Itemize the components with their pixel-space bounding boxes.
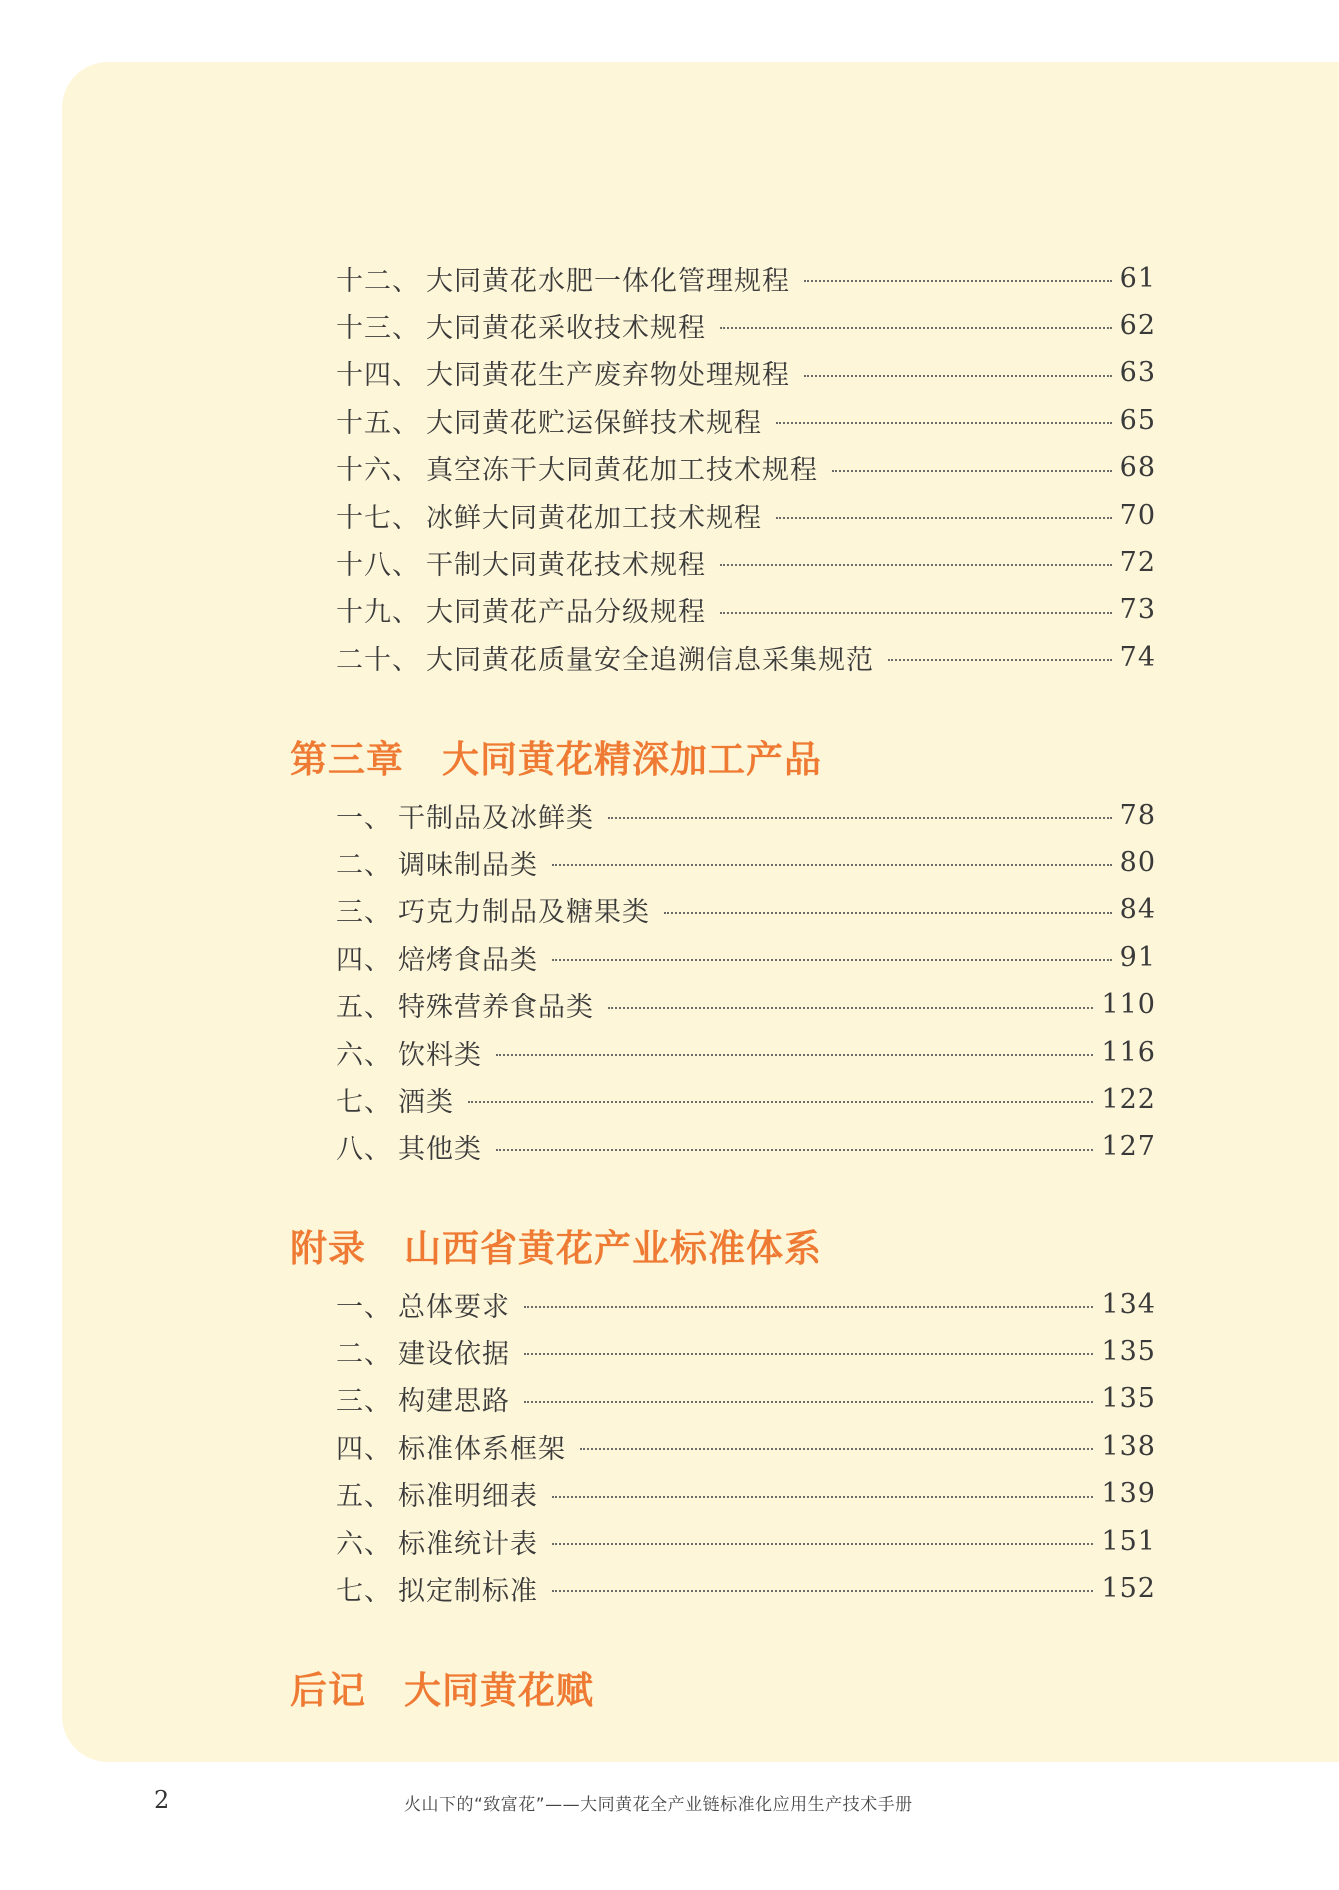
entry-page-number: 80 bbox=[1119, 846, 1156, 878]
entry-separator: 、 bbox=[364, 1086, 392, 1118]
toc-entry[interactable] bbox=[336, 1127, 1156, 1167]
toc-entry[interactable] bbox=[336, 305, 1156, 345]
entry-number: 十二 bbox=[336, 265, 392, 297]
toc-entry[interactable] bbox=[336, 495, 1156, 535]
entry-number: 十九 bbox=[336, 597, 392, 629]
dot-leader bbox=[888, 649, 1112, 661]
entry-number: 六 bbox=[336, 1528, 364, 1560]
dot-leader bbox=[468, 1091, 1093, 1103]
dot-leader bbox=[552, 1580, 1093, 1592]
entry-separator: 、 bbox=[392, 312, 420, 344]
entry-page-number: 70 bbox=[1119, 499, 1156, 531]
toc-entry[interactable] bbox=[336, 890, 1156, 930]
entry-page-number: 84 bbox=[1119, 894, 1156, 926]
entry-page-number: 78 bbox=[1119, 799, 1156, 831]
entry-page-number: 127 bbox=[1101, 1131, 1156, 1163]
dot-leader bbox=[552, 949, 1112, 961]
dot-leader bbox=[524, 1343, 1093, 1355]
toc-entry[interactable] bbox=[336, 1426, 1156, 1466]
entry-number: 一 bbox=[336, 1291, 364, 1323]
entry-title: 焙烤食品类 bbox=[398, 944, 538, 976]
entry-page-number: 122 bbox=[1101, 1083, 1156, 1115]
entry-separator: 、 bbox=[364, 1039, 392, 1071]
toc-entry[interactable] bbox=[336, 1379, 1156, 1419]
entry-page-number: 134 bbox=[1101, 1288, 1156, 1320]
entry-separator: 、 bbox=[392, 597, 420, 629]
afterword-label: 后记 bbox=[290, 1669, 366, 1712]
entry-number: 二 bbox=[336, 1338, 364, 1370]
entry-separator: 、 bbox=[392, 455, 420, 487]
entry-title: 真空冻干大同黄花加工技术规程 bbox=[426, 455, 818, 487]
dot-leader bbox=[804, 270, 1112, 282]
dot-leader bbox=[776, 507, 1112, 519]
toc-entry[interactable] bbox=[336, 448, 1156, 488]
dot-leader bbox=[496, 1139, 1093, 1151]
toc-entry[interactable] bbox=[336, 1284, 1156, 1324]
entry-page-number: 151 bbox=[1101, 1525, 1156, 1557]
entry-number: 八 bbox=[336, 1134, 364, 1166]
entry-page-number: 61 bbox=[1119, 262, 1156, 294]
entry-number: 十五 bbox=[336, 407, 392, 439]
entry-page-number: 135 bbox=[1101, 1383, 1156, 1415]
entry-separator: 、 bbox=[364, 1481, 392, 1513]
toc-entry[interactable] bbox=[336, 1331, 1156, 1371]
entry-page-number: 62 bbox=[1119, 309, 1156, 341]
chapter-label: 第三章 bbox=[290, 738, 404, 781]
book-title: 火山下的“致富花”——大同黄花全产业链标准化应用生产技术手册 bbox=[404, 1795, 913, 1815]
dot-leader bbox=[720, 602, 1112, 614]
entry-page-number: 110 bbox=[1101, 989, 1156, 1021]
toc-entry[interactable] bbox=[336, 1521, 1156, 1561]
dot-leader bbox=[524, 1391, 1093, 1403]
entry-page-number: 74 bbox=[1119, 641, 1156, 673]
entry-number: 六 bbox=[336, 1039, 364, 1071]
entry-separator: 、 bbox=[364, 1575, 392, 1607]
entry-number: 四 bbox=[336, 944, 364, 976]
entry-separator: 、 bbox=[392, 549, 420, 581]
appendix-heading[interactable] bbox=[290, 1220, 822, 1270]
toc-entry[interactable] bbox=[336, 353, 1156, 393]
entry-number: 七 bbox=[336, 1086, 364, 1118]
entry-number: 五 bbox=[336, 1481, 364, 1513]
dot-leader bbox=[804, 365, 1112, 377]
entry-number: 五 bbox=[336, 992, 364, 1024]
entry-title: 大同黄花采收技术规程 bbox=[426, 312, 706, 344]
page-footer bbox=[0, 1786, 1339, 1816]
entry-title: 总体要求 bbox=[398, 1291, 510, 1323]
entry-title: 大同黄花贮运保鲜技术规程 bbox=[426, 407, 762, 439]
appendix-label: 附录 bbox=[290, 1227, 366, 1270]
entry-page-number: 135 bbox=[1101, 1335, 1156, 1367]
entry-title: 大同黄花产品分级规程 bbox=[426, 597, 706, 629]
entry-title: 大同黄花质量安全追溯信息采集规范 bbox=[426, 644, 874, 676]
entry-page-number: 91 bbox=[1119, 941, 1156, 973]
dot-leader bbox=[832, 460, 1112, 472]
entry-separator: 、 bbox=[364, 1338, 392, 1370]
entry-number: 三 bbox=[336, 897, 364, 929]
entry-title: 其他类 bbox=[398, 1134, 482, 1166]
appendix-title: 山西省黄花产业标准体系 bbox=[404, 1227, 822, 1270]
entry-title: 干制大同黄花技术规程 bbox=[426, 549, 706, 581]
entry-title: 饮料类 bbox=[398, 1039, 482, 1071]
chapter-heading-3[interactable] bbox=[290, 731, 822, 781]
entry-separator: 、 bbox=[364, 1528, 392, 1560]
entry-title: 特殊营养食品类 bbox=[398, 992, 594, 1024]
entry-number: 二 bbox=[336, 849, 364, 881]
afterword-heading[interactable] bbox=[290, 1662, 594, 1712]
entry-page-number: 116 bbox=[1101, 1036, 1156, 1068]
entry-title: 标准体系框架 bbox=[398, 1433, 566, 1465]
entry-title: 建设依据 bbox=[398, 1338, 510, 1370]
entry-title: 干制品及冰鲜类 bbox=[398, 802, 594, 834]
toc-entry[interactable] bbox=[336, 842, 1156, 882]
toc-entry[interactable] bbox=[336, 1079, 1156, 1119]
entry-number: 四 bbox=[336, 1433, 364, 1465]
entry-separator: 、 bbox=[364, 1433, 392, 1465]
dot-leader bbox=[496, 1044, 1093, 1056]
dot-leader bbox=[776, 412, 1112, 424]
entry-page-number: 72 bbox=[1119, 546, 1156, 578]
entry-separator: 、 bbox=[364, 849, 392, 881]
toc-entry[interactable] bbox=[336, 795, 1156, 835]
entry-title: 拟定制标准 bbox=[398, 1575, 538, 1607]
entry-number: 十六 bbox=[336, 455, 392, 487]
toc-entry[interactable] bbox=[336, 1032, 1156, 1072]
chapter-title: 大同黄花精深加工产品 bbox=[442, 738, 822, 781]
entry-number: 十四 bbox=[336, 360, 392, 392]
entry-separator: 、 bbox=[364, 1134, 392, 1166]
entry-number: 一 bbox=[336, 802, 364, 834]
entry-page-number: 65 bbox=[1119, 404, 1156, 436]
entry-title: 构建思路 bbox=[398, 1386, 510, 1418]
dot-leader bbox=[720, 554, 1112, 566]
entry-separator: 、 bbox=[392, 360, 420, 392]
entry-page-number: 152 bbox=[1101, 1572, 1156, 1604]
dot-leader bbox=[608, 997, 1093, 1009]
entry-separator: 、 bbox=[392, 644, 420, 676]
dot-leader bbox=[664, 902, 1112, 914]
dot-leader bbox=[524, 1296, 1093, 1308]
entry-separator: 、 bbox=[364, 944, 392, 976]
toc-entry[interactable] bbox=[336, 985, 1156, 1025]
entry-separator: 、 bbox=[364, 992, 392, 1024]
entry-page-number: 139 bbox=[1101, 1478, 1156, 1510]
entry-separator: 、 bbox=[392, 502, 420, 534]
entry-separator: 、 bbox=[364, 897, 392, 929]
entry-title: 巧克力制品及糖果类 bbox=[398, 897, 650, 929]
entry-page-number: 138 bbox=[1101, 1430, 1156, 1462]
entry-title: 调味制品类 bbox=[398, 849, 538, 881]
afterword-title: 大同黄花赋 bbox=[404, 1669, 594, 1712]
entry-number: 十八 bbox=[336, 549, 392, 581]
toc-entry[interactable] bbox=[336, 258, 1156, 298]
entry-number: 十三 bbox=[336, 312, 392, 344]
entry-separator: 、 bbox=[364, 802, 392, 834]
dot-leader bbox=[580, 1438, 1093, 1450]
entry-title: 冰鲜大同黄花加工技术规程 bbox=[426, 502, 762, 534]
dot-leader bbox=[552, 1486, 1093, 1498]
entry-separator: 、 bbox=[364, 1386, 392, 1418]
toc-entry[interactable] bbox=[336, 937, 1156, 977]
entry-number: 七 bbox=[336, 1575, 364, 1607]
entry-title: 标准明细表 bbox=[398, 1481, 538, 1513]
entry-separator: 、 bbox=[392, 407, 420, 439]
toc-entry[interactable] bbox=[336, 400, 1156, 440]
toc-entry[interactable] bbox=[336, 542, 1156, 582]
entry-separator: 、 bbox=[364, 1291, 392, 1323]
entry-title: 标准统计表 bbox=[398, 1528, 538, 1560]
toc-entry[interactable] bbox=[336, 590, 1156, 630]
entry-page-number: 68 bbox=[1119, 452, 1156, 484]
dot-leader bbox=[720, 317, 1112, 329]
dot-leader bbox=[552, 1533, 1093, 1545]
dot-leader bbox=[552, 854, 1112, 866]
page-number: 2 bbox=[154, 1786, 170, 1814]
toc-entry[interactable] bbox=[336, 1474, 1156, 1514]
entry-number: 十七 bbox=[336, 502, 392, 534]
dot-leader bbox=[608, 807, 1112, 819]
entry-title: 大同黄花水肥一体化管理规程 bbox=[426, 265, 790, 297]
entry-page-number: 73 bbox=[1119, 594, 1156, 626]
entry-title: 大同黄花生产废弃物处理规程 bbox=[426, 360, 790, 392]
entry-separator: 、 bbox=[392, 265, 420, 297]
toc-entry[interactable] bbox=[336, 1568, 1156, 1608]
entry-number: 三 bbox=[336, 1386, 364, 1418]
toc-entry[interactable] bbox=[336, 637, 1156, 677]
entry-number: 二十 bbox=[336, 644, 392, 676]
entry-page-number: 63 bbox=[1119, 357, 1156, 389]
entry-title: 酒类 bbox=[398, 1086, 454, 1118]
